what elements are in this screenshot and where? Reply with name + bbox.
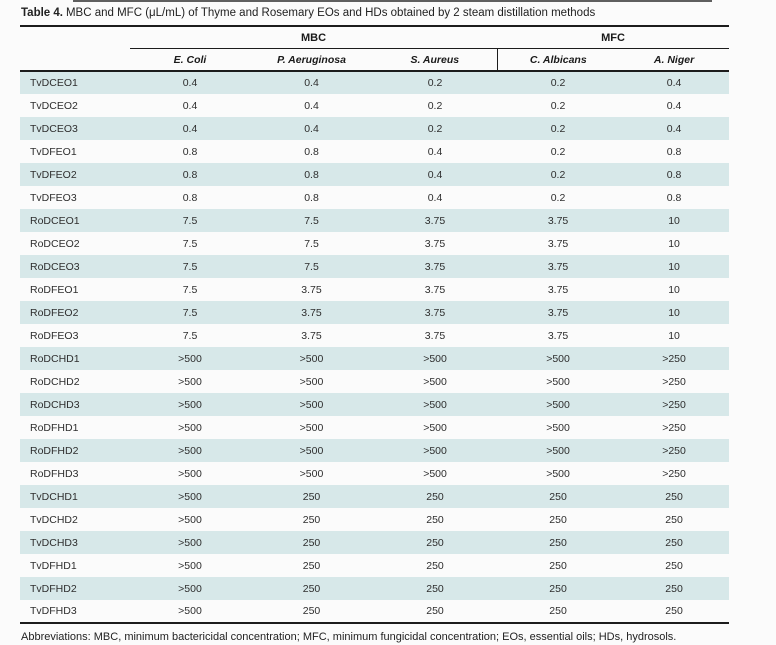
table-caption-label: Table 4.: [21, 7, 63, 19]
value-cell: >250: [662, 398, 686, 411]
group-header-row: [20, 26, 729, 49]
value-cell: 250: [619, 600, 729, 623]
table-row: [20, 71, 729, 94]
group-header-mfc: MFC: [497, 26, 729, 49]
value-cell: 0.2: [427, 99, 443, 112]
value-cell: >500: [546, 467, 570, 480]
column-header-ecoli: E. Coli: [130, 49, 250, 72]
sample-id: TvDCHD2: [30, 513, 78, 526]
value-cell: 7.5: [182, 283, 198, 296]
value-cell: 3.75: [424, 329, 446, 342]
value-cell: >500: [178, 467, 202, 480]
value-cell: 0.8: [304, 191, 319, 204]
value-cell: 0.4: [427, 168, 443, 181]
value-cell: >250: [662, 352, 686, 365]
value-cell: 0.2: [427, 122, 443, 135]
top-crop-artifact: [73, 0, 712, 2]
sample-id: RoDFHD3: [30, 467, 79, 480]
value-cell: >250: [662, 421, 686, 434]
value-cell: 3.75: [424, 260, 446, 273]
table-row: [20, 94, 729, 117]
table-row: [20, 439, 729, 462]
table-caption: [21, 6, 741, 20]
corner-cell: [20, 49, 130, 72]
table-row: [20, 485, 729, 508]
value-cell: >500: [178, 490, 202, 503]
value-cell: 0.8: [182, 191, 198, 204]
table-caption-text: MBC and MFC (μL/mL) of Thyme and Rosemary EOs and HDs obtained by 2 steam distillation methods: [65, 7, 596, 19]
value-cell: >500: [178, 536, 202, 549]
table-row: [20, 324, 729, 347]
value-cell: >500: [299, 444, 324, 457]
column-header-saureus: S. Aureus: [373, 49, 497, 72]
value-cell: 10: [668, 329, 680, 342]
value-cell: 250: [426, 536, 444, 549]
value-cell: >500: [546, 375, 570, 388]
value-cell: 250: [497, 600, 619, 623]
value-cell: >500: [178, 582, 202, 595]
table-body: [20, 71, 729, 623]
value-cell: 7.5: [182, 306, 198, 319]
value-cell: 10: [668, 237, 680, 250]
column-header-row: [20, 49, 729, 72]
value-cell: 3.75: [547, 283, 569, 296]
value-cell: 0.8: [304, 168, 319, 181]
value-cell: 250: [665, 536, 683, 549]
value-cell: >500: [178, 513, 202, 526]
value-cell: 250: [549, 582, 567, 595]
value-cell: >500: [299, 421, 324, 434]
sample-id: RoDCHD2: [30, 375, 80, 388]
value-cell: 7.5: [182, 214, 198, 227]
sample-id: RoDCHD1: [30, 352, 80, 365]
value-cell: 250: [426, 559, 444, 572]
sample-id: RoDFHD2: [30, 444, 79, 457]
value-cell: >500: [299, 467, 324, 480]
value-cell: 0.2: [550, 168, 566, 181]
value-cell: 7.5: [182, 260, 198, 273]
value-cell: 0.8: [182, 145, 198, 158]
value-cell: >500: [546, 352, 570, 365]
value-cell: 250: [373, 600, 497, 623]
value-cell: 10: [668, 214, 680, 227]
value-cell: 3.75: [547, 306, 569, 319]
sample-id: TvDCEO1: [30, 77, 78, 89]
table-row: [20, 554, 729, 577]
value-cell: >500: [178, 375, 202, 388]
value-cell: 250: [665, 582, 683, 595]
sample-id: TvDFEO1: [30, 145, 77, 158]
value-cell: >500: [178, 352, 202, 365]
value-cell: 0.8: [666, 191, 682, 204]
value-cell: 3.75: [301, 306, 322, 319]
value-cell: >250: [662, 467, 686, 480]
table-row: [20, 600, 729, 623]
column-header-aniger: A. Niger: [619, 49, 729, 72]
value-cell: 3.75: [547, 237, 569, 250]
table-row: [20, 393, 729, 416]
value-cell: 7.5: [304, 214, 319, 227]
value-cell: 0.2: [550, 145, 566, 158]
value-cell: 10: [668, 260, 680, 273]
value-cell: 3.75: [547, 214, 569, 227]
value-cell: 3.75: [424, 306, 446, 319]
table-row: [20, 140, 729, 163]
value-cell: 250: [549, 559, 567, 572]
sample-id: TvDCEO2: [30, 99, 78, 112]
value-cell: 0.4: [666, 77, 682, 89]
abbreviations-footnote: Abbreviations: MBC, minimum bactericidal concentration; MFC, minimum fungicidal concentration; EOs, essential oils; HDs, hydrosols.: [21, 631, 677, 643]
value-cell: 250: [665, 490, 683, 503]
value-cell: 0.4: [182, 99, 198, 112]
value-cell: 3.75: [424, 214, 446, 227]
value-cell: 250: [549, 490, 567, 503]
table-row: [20, 462, 729, 485]
table-row: [20, 186, 729, 209]
value-cell: 0.8: [304, 145, 319, 158]
value-cell: 250: [665, 559, 683, 572]
column-header-paeruginosa: P. Aeruginosa: [250, 49, 373, 72]
value-cell: 0.4: [666, 122, 682, 135]
value-cell: 0.4: [427, 191, 443, 204]
value-cell: 0.4: [304, 122, 319, 135]
value-cell: 0.8: [182, 168, 198, 181]
value-cell: 0.2: [550, 99, 566, 112]
value-cell: 250: [549, 536, 567, 549]
value-cell: 10: [668, 283, 680, 296]
sample-id: RoDCEO1: [30, 214, 80, 227]
sample-id: RoDCEO3: [30, 260, 80, 273]
value-cell: 250: [302, 513, 321, 526]
value-cell: >250: [662, 375, 686, 388]
value-cell: >500: [423, 375, 447, 388]
value-cell: 250: [302, 536, 321, 549]
value-cell: 250: [549, 513, 567, 526]
value-cell: 0.4: [666, 99, 682, 112]
value-cell: 0.4: [304, 77, 319, 89]
value-cell: >500: [178, 421, 202, 434]
value-cell: 3.75: [547, 260, 569, 273]
value-cell: 250: [426, 490, 444, 503]
value-cell: 3.75: [424, 237, 446, 250]
value-cell: 0.4: [304, 99, 319, 112]
value-cell: 0.2: [427, 77, 443, 89]
value-cell: 0.2: [550, 191, 566, 204]
value-cell: >500: [546, 444, 570, 457]
value-cell: 7.5: [304, 237, 319, 250]
value-cell: 0.8: [666, 145, 682, 158]
value-cell: 250: [250, 600, 373, 623]
table-row: [20, 301, 729, 324]
value-cell: 7.5: [304, 260, 319, 273]
value-cell: >500: [299, 352, 324, 365]
value-cell: 3.75: [301, 329, 322, 342]
value-cell: >500: [299, 375, 324, 388]
sample-id: TvDFEO3: [30, 191, 77, 204]
table-row: [20, 416, 729, 439]
value-cell: >500: [299, 398, 324, 411]
group-header-mbc: MBC: [130, 26, 497, 49]
value-cell: 0.4: [182, 122, 198, 135]
table-row: [20, 347, 729, 370]
sample-id: TvDCEO3: [30, 122, 78, 135]
corner-cell: [20, 26, 130, 49]
value-cell: 0.2: [550, 122, 566, 135]
value-cell: 10: [668, 306, 680, 319]
sample-id: TvDCHD3: [30, 536, 78, 549]
sample-id: TvDFHD1: [30, 559, 77, 572]
sample-id: TvDFHD2: [30, 582, 77, 595]
sample-id: TvDCHD1: [30, 490, 78, 503]
table-header: [20, 26, 729, 71]
table-row: [20, 117, 729, 140]
value-cell: >500: [178, 559, 202, 572]
value-cell: >500: [546, 398, 570, 411]
value-cell: 7.5: [182, 329, 198, 342]
table-row: [20, 531, 729, 554]
value-cell: 250: [302, 582, 321, 595]
table-row: [20, 209, 729, 232]
mbc-mfc-table: [20, 25, 729, 624]
value-cell: >500: [178, 444, 202, 457]
sample-id: RoDFEO1: [30, 283, 79, 296]
value-cell: 3.75: [547, 329, 569, 342]
value-cell: >500: [423, 352, 447, 365]
table-row: [20, 577, 729, 600]
value-cell: 250: [302, 490, 321, 503]
value-cell: 0.8: [666, 168, 682, 181]
value-cell: 250: [426, 582, 444, 595]
sample-id: TvDFHD3: [20, 600, 130, 623]
sample-id: RoDCHD3: [30, 398, 80, 411]
value-cell: 0.4: [182, 77, 198, 89]
table-row: [20, 370, 729, 393]
table-row: [20, 508, 729, 531]
value-cell: 7.5: [182, 237, 198, 250]
sample-id: RoDFEO3: [30, 329, 79, 342]
sample-id: RoDCEO2: [30, 237, 80, 250]
sample-id: TvDFEO2: [30, 168, 77, 181]
value-cell: >500: [423, 444, 447, 457]
table-row: [20, 255, 729, 278]
value-cell: >500: [423, 467, 447, 480]
value-cell: >500: [546, 421, 570, 434]
table-row: [20, 232, 729, 255]
value-cell: >500: [423, 421, 447, 434]
value-cell: 3.75: [301, 283, 322, 296]
column-header-calbicans: C. Albicans: [497, 49, 619, 72]
value-cell: 250: [665, 513, 683, 526]
value-cell: 250: [426, 513, 444, 526]
value-cell: >250: [662, 444, 686, 457]
table-row: [20, 278, 729, 301]
value-cell: >500: [423, 398, 447, 411]
value-cell: >500: [178, 398, 202, 411]
value-cell: >500: [130, 600, 250, 623]
sample-id: RoDFHD1: [30, 421, 79, 434]
value-cell: 3.75: [424, 283, 446, 296]
value-cell: 0.2: [550, 77, 566, 89]
table-row: [20, 163, 729, 186]
value-cell: 250: [302, 559, 321, 572]
sample-id: RoDFEO2: [30, 306, 79, 319]
value-cell: 0.4: [427, 145, 443, 158]
